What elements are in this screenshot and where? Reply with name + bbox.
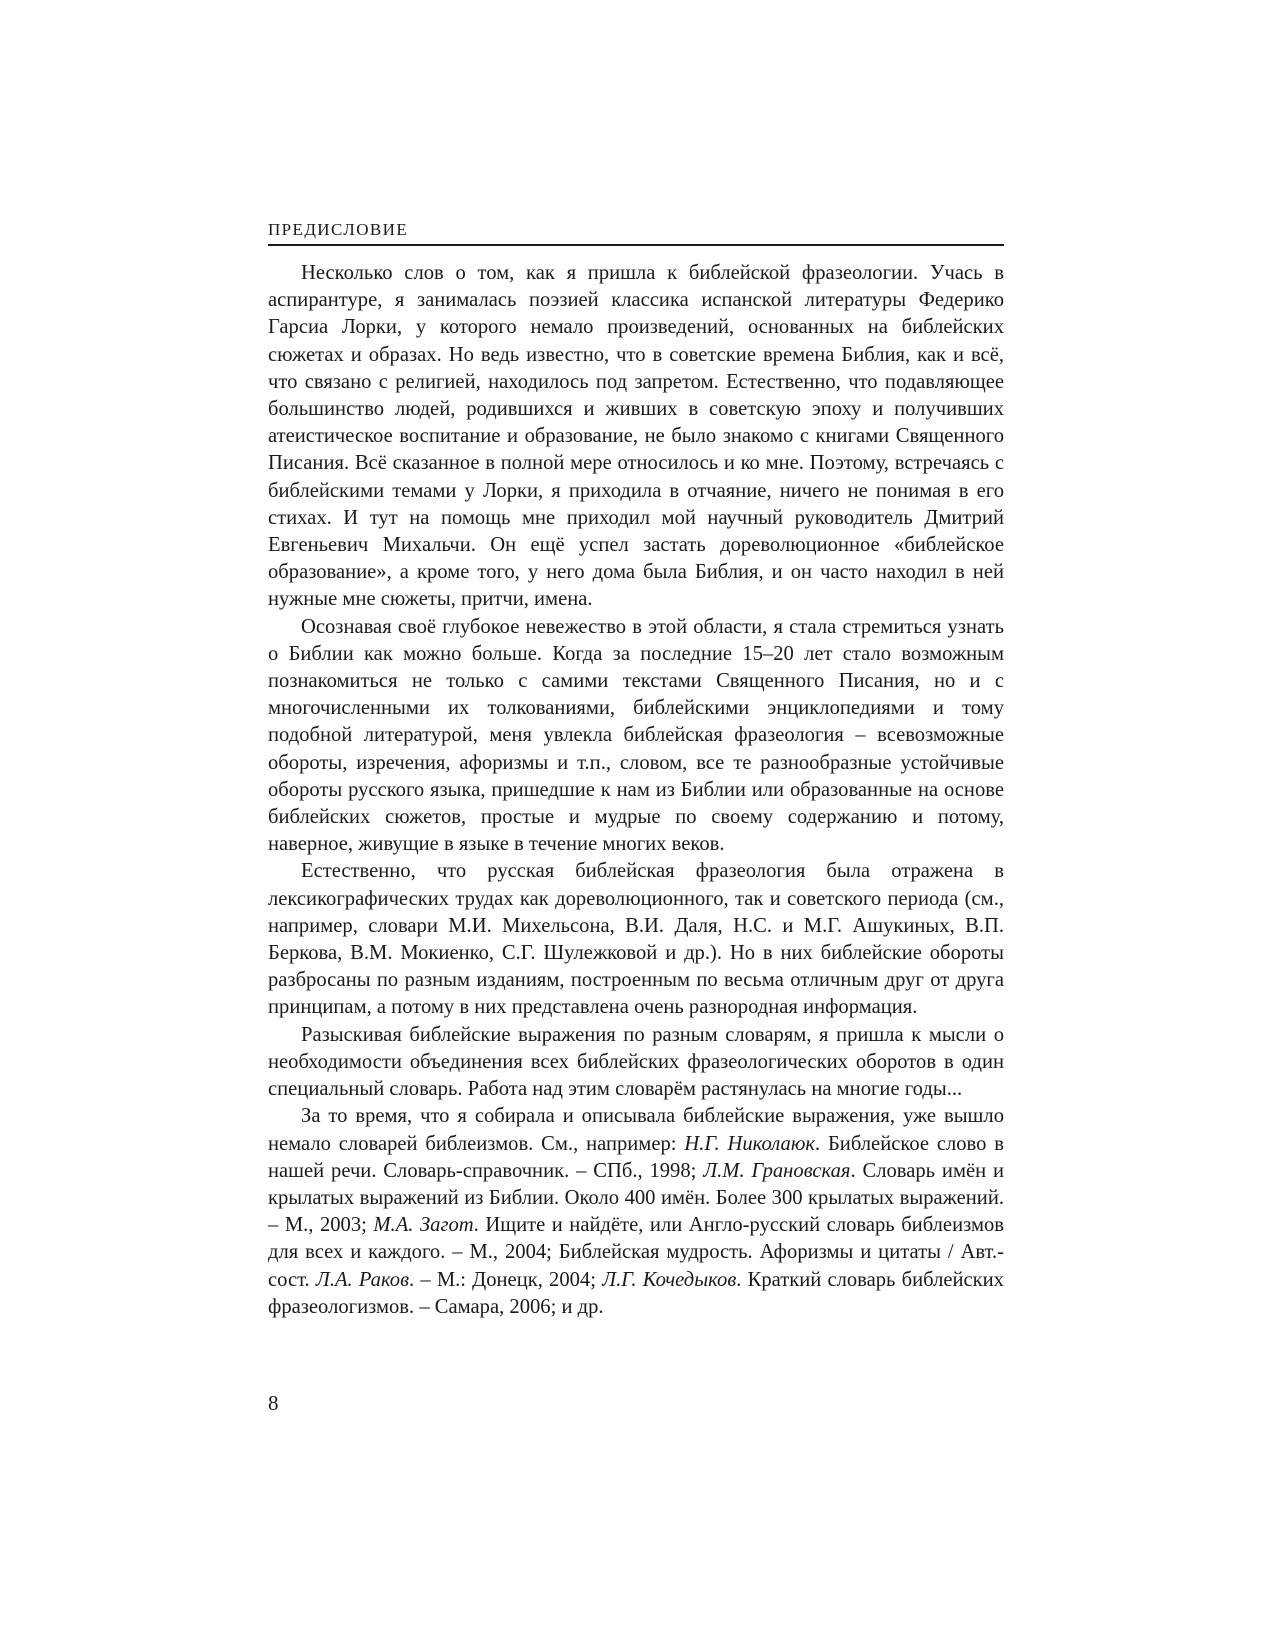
- page-header: [268, 214, 1004, 246]
- paragraph-5: [268, 1103, 1004, 1321]
- page-number: 8: [268, 1391, 279, 1415]
- text-run: . Краткий словарь библейских фразеологизмов. – Самара, 2006; и др.: [268, 1268, 1004, 1318]
- text-run: . Словарь имён и крылатых выражений из Библии. Около 400 имён. Более 300 крылатых выражений. – М., 2003;: [268, 1159, 1004, 1237]
- text-run: За то время, что я собирала и описывала библейские выражения, уже вышло немало словарей библеизмов. См., например:: [268, 1105, 1004, 1155]
- author-name: М.А. Загот: [373, 1214, 474, 1237]
- author-name: Л.А. Раков: [315, 1268, 410, 1291]
- text-run: . Библейское слово в нашей речи. Словарь-справочник. – СПб., 1998;: [268, 1132, 1004, 1182]
- author-name: Н.Г. Николаюк: [684, 1132, 815, 1155]
- text-run: . – М.: Донецк, 2004;: [409, 1268, 603, 1291]
- paragraph-4: Разыскивая библейские выражения по разным словарям, я пришла к мысли о необходимости объединения всех библейских фразеологических оборотов в один специальный словарь. Работа над этим словарём растянулась на многие годы...: [268, 1023, 1004, 1101]
- page-body: [268, 260, 1004, 1321]
- author-name: Л.Г. Кочедыков: [602, 1268, 737, 1291]
- author-name: Л.М. Грановская: [703, 1159, 851, 1182]
- running-head: ПРЕДИСЛОВИЕ: [268, 220, 409, 239]
- paragraph-2: Осознавая своё глубокое невежество в этой области, я стала стремиться узнать о Библии как можно больше. Когда за последние 15–20 лет стало возможным познакомиться не только с самими текстами Священного Писания, но и с многочисленными их толкованиями, библейскими энциклопедиями и тому подобной литературой, меня увлекла библейская фразеология – всевозможные обороты, изречения, афоризмы и т.п., словом, все те разнообразные устойчивые обороты русского языка, пришедшие к нам из Библии или образованные на основе библейских сюжетов, простые и мудрые по своему содержанию и потому, наверное, живущие в языке в течение многих веков.: [268, 615, 1004, 856]
- text-run: . Ищите и найдёте, или Англо-русский словарь библеизмов для всех и каждого. – М., 2004; Библейская мудрость. Афоризмы и цитаты / Авт.-сост.: [268, 1214, 1004, 1291]
- paragraph-3: Естественно, что русская библейская фразеология была отражена в лексикографических трудах как дореволюционного, так и советского периода (см., например, словари М.И. Михельсона, В.И. Даля, Н.С. и М.Г. Ашукиных, В.П. Беркова, В.М. Мокиенко, С.Г. Шулежковой и др.). Но в них библейские обороты разбросаны по разным изданиям, построенным по весьма отличным друг от друга принципам, а потому в них представлена очень разнородная информация.: [268, 860, 1004, 1019]
- paragraph-1: Несколько слов о том, как я пришла к библейской фразеологии. Учась в аспирантуре, я занималась поэзией классика испанской литературы Федерико Гарсиа Лорки, у которого немало произведений, основанных на библейских сюжетах и образах. Но ведь известно, что в советские времена Библия, как и всё, что связано с религией, находилось под запретом. Естественно, что подавляющее большинство людей, родившихся и живших в советскую эпоху и получивших атеистическое воспитание и образование, не было знакомо с книгами Священного Писания. Всё сказанное в полной мере относилось и ко мне. Поэтому, встречаясь с библейскими темами у Лорки, я приходила в отчаяние, ничего не понимая в его стихах. И тут на помощь мне приходил мой научный руководитель Дмитрий Евгеньевич Михальчи. Он ещё успел застать дореволюционное «библейское образование», а кроме того, у него дома была Библия, и он часто находил в ней нужные мне сюжеты, притчи, имена.: [268, 262, 1004, 611]
